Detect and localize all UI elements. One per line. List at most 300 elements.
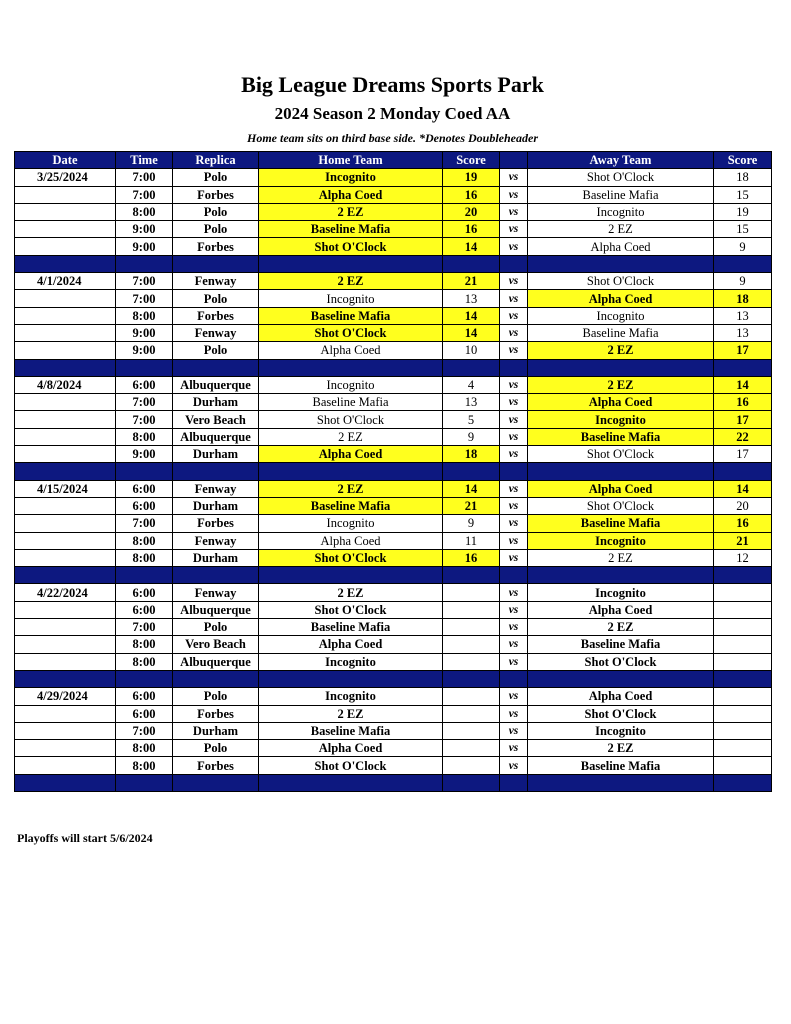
table-row: [15, 221, 772, 238]
home-team-cell: Incognito: [259, 376, 443, 393]
separator-cell: [500, 670, 528, 687]
away-score-cell: 18: [714, 290, 772, 307]
replica-cell: Albuquerque: [173, 376, 259, 393]
week-separator: [15, 463, 772, 480]
week-separator: [15, 359, 772, 376]
away-score-cell: 14: [714, 480, 772, 497]
date-cell: 3/25/2024: [15, 169, 116, 186]
home-team-cell: Baseline Mafia: [259, 221, 443, 238]
separator-cell: [15, 670, 116, 687]
home-team-cell: Shot O'Clock: [259, 757, 443, 774]
separator-cell: [173, 255, 259, 272]
replica-cell: Forbes: [173, 705, 259, 722]
header-row: [15, 152, 772, 169]
vs-label: vs: [500, 324, 528, 341]
away-score-cell: 17: [714, 446, 772, 463]
away-score-cell: [714, 619, 772, 636]
table-row: [15, 584, 772, 601]
date-cell: 4/15/2024: [15, 480, 116, 497]
time-cell: 9:00: [116, 446, 173, 463]
week-separator: [15, 255, 772, 272]
away-score-cell: 15: [714, 186, 772, 203]
separator-cell: [15, 255, 116, 272]
separator-cell: [500, 774, 528, 791]
replica-cell: Forbes: [173, 186, 259, 203]
separator-cell: [714, 359, 772, 376]
replica-cell: Fenway: [173, 324, 259, 341]
away-team-cell: 2 EZ: [528, 376, 714, 393]
table-row: [15, 636, 772, 653]
home-team-cell: Alpha Coed: [259, 446, 443, 463]
replica-cell: Albuquerque: [173, 428, 259, 445]
home-score-cell: 11: [443, 532, 500, 549]
home-team-cell: Incognito: [259, 290, 443, 307]
separator-cell: [116, 359, 173, 376]
separator-cell: [528, 670, 714, 687]
away-team-cell: Baseline Mafia: [528, 324, 714, 341]
time-cell: 6:00: [116, 480, 173, 497]
away-score-cell: 16: [714, 515, 772, 532]
time-cell: 9:00: [116, 238, 173, 255]
separator-cell: [259, 359, 443, 376]
vs-label: vs: [500, 273, 528, 290]
home-score-cell: 16: [443, 549, 500, 566]
away-score-cell: [714, 722, 772, 739]
separator-cell: [500, 567, 528, 584]
date-cell: [15, 532, 116, 549]
separator-cell: [173, 463, 259, 480]
away-team-cell: Alpha Coed: [528, 238, 714, 255]
schedule-table: [14, 151, 772, 792]
time-cell: 7:00: [116, 169, 173, 186]
date-cell: [15, 515, 116, 532]
time-cell: 7:00: [116, 722, 173, 739]
time-cell: 6:00: [116, 688, 173, 705]
table-row: [15, 186, 772, 203]
replica-cell: Vero Beach: [173, 411, 259, 428]
table-row: [15, 273, 772, 290]
vs-label: vs: [500, 221, 528, 238]
separator-cell: [259, 670, 443, 687]
home-score-cell: [443, 653, 500, 670]
away-team-cell: Alpha Coed: [528, 601, 714, 618]
away-team-cell: Baseline Mafia: [528, 428, 714, 445]
table-row: [15, 394, 772, 411]
replica-cell: Fenway: [173, 532, 259, 549]
date-cell: [15, 601, 116, 618]
vs-label: vs: [500, 636, 528, 653]
home-score-cell: [443, 636, 500, 653]
away-score-cell: 21: [714, 532, 772, 549]
away-score-cell: 14: [714, 376, 772, 393]
separator-cell: [528, 463, 714, 480]
separator-cell: [173, 359, 259, 376]
time-cell: 8:00: [116, 307, 173, 324]
separator-cell: [714, 567, 772, 584]
date-cell: [15, 549, 116, 566]
date-cell: [15, 411, 116, 428]
home-team-cell: Alpha Coed: [259, 342, 443, 359]
replica-cell: Fenway: [173, 480, 259, 497]
date-cell: [15, 497, 116, 514]
away-team-cell: 2 EZ: [528, 342, 714, 359]
date-cell: 4/8/2024: [15, 376, 116, 393]
away-team-cell: Alpha Coed: [528, 394, 714, 411]
vs-label: vs: [500, 584, 528, 601]
home-team-cell: Baseline Mafia: [259, 619, 443, 636]
vs-label: vs: [500, 497, 528, 514]
vs-label: vs: [500, 428, 528, 445]
page-subtitle: 2024 Season 2 Monday Coed AA: [274, 104, 511, 123]
away-score-cell: 13: [714, 324, 772, 341]
date-cell: [15, 705, 116, 722]
vs-label: vs: [500, 446, 528, 463]
separator-cell: [528, 774, 714, 791]
replica-cell: Polo: [173, 169, 259, 186]
separator-cell: [443, 463, 500, 480]
time-cell: 6:00: [116, 705, 173, 722]
away-team-cell: 2 EZ: [528, 221, 714, 238]
replica-cell: Polo: [173, 203, 259, 220]
home-score-cell: [443, 688, 500, 705]
home-team-cell: Shot O'Clock: [259, 238, 443, 255]
vs-label: vs: [500, 186, 528, 203]
separator-cell: [443, 670, 500, 687]
away-team-cell: Shot O'Clock: [528, 273, 714, 290]
home-score-cell: 21: [443, 273, 500, 290]
away-team-cell: Alpha Coed: [528, 290, 714, 307]
away-score-cell: [714, 757, 772, 774]
separator-cell: [528, 359, 714, 376]
away-score-cell: [714, 653, 772, 670]
table-row: [15, 480, 772, 497]
vs-label: vs: [500, 722, 528, 739]
time-cell: 7:00: [116, 394, 173, 411]
table-row: [15, 705, 772, 722]
away-score-cell: 17: [714, 411, 772, 428]
home-team-cell: Alpha Coed: [259, 532, 443, 549]
home-team-cell: 2 EZ: [259, 480, 443, 497]
home-score-cell: [443, 584, 500, 601]
away-score-cell: 20: [714, 497, 772, 514]
table-row: [15, 238, 772, 255]
time-cell: 8:00: [116, 757, 173, 774]
separator-cell: [15, 359, 116, 376]
away-team-cell: Baseline Mafia: [528, 186, 714, 203]
table-row: [15, 428, 772, 445]
date-cell: [15, 636, 116, 653]
schedule-body: [15, 169, 772, 792]
col-home-team-header: Home Team: [259, 152, 443, 169]
week-separator: [15, 670, 772, 687]
time-cell: 7:00: [116, 290, 173, 307]
date-cell: [15, 428, 116, 445]
replica-cell: Polo: [173, 619, 259, 636]
time-cell: 8:00: [116, 740, 173, 757]
replica-cell: Polo: [173, 290, 259, 307]
vs-label: vs: [500, 307, 528, 324]
away-team-cell: Shot O'Clock: [528, 653, 714, 670]
away-score-cell: 17: [714, 342, 772, 359]
home-score-cell: 18: [443, 446, 500, 463]
vs-label: vs: [500, 394, 528, 411]
vs-label: vs: [500, 705, 528, 722]
time-cell: 8:00: [116, 428, 173, 445]
home-score-cell: 14: [443, 238, 500, 255]
home-score-cell: 16: [443, 186, 500, 203]
playoffs-note: Playoffs will start 5/6/2024: [17, 831, 153, 845]
vs-label: vs: [500, 203, 528, 220]
table-row: [15, 653, 772, 670]
separator-cell: [259, 463, 443, 480]
col-home-score-header: Score: [443, 152, 500, 169]
separator-cell: [15, 774, 116, 791]
table-row: [15, 515, 772, 532]
date-cell: [15, 238, 116, 255]
date-cell: [15, 324, 116, 341]
separator-cell: [116, 463, 173, 480]
separator-cell: [528, 255, 714, 272]
col-date-header: Date: [15, 152, 116, 169]
schedule-note: Home team sits on third base side. *Denotes Doubleheader: [247, 131, 538, 145]
table-row: [15, 532, 772, 549]
date-cell: [15, 394, 116, 411]
table-row: [15, 290, 772, 307]
home-team-cell: Alpha Coed: [259, 636, 443, 653]
vs-label: vs: [500, 532, 528, 549]
vs-label: vs: [500, 290, 528, 307]
away-score-cell: [714, 740, 772, 757]
home-score-cell: [443, 705, 500, 722]
separator-cell: [15, 567, 116, 584]
separator-cell: [173, 670, 259, 687]
table-row: [15, 203, 772, 220]
away-team-cell: Shot O'Clock: [528, 169, 714, 186]
vs-label: vs: [500, 238, 528, 255]
away-team-cell: Baseline Mafia: [528, 636, 714, 653]
home-team-cell: Baseline Mafia: [259, 394, 443, 411]
date-cell: [15, 307, 116, 324]
separator-cell: [116, 774, 173, 791]
separator-cell: [116, 670, 173, 687]
col-replica-header: Replica: [173, 152, 259, 169]
home-team-cell: Incognito: [259, 169, 443, 186]
home-team-cell: 2 EZ: [259, 428, 443, 445]
separator-cell: [443, 774, 500, 791]
separator-cell: [443, 567, 500, 584]
date-cell: [15, 203, 116, 220]
replica-cell: Polo: [173, 688, 259, 705]
home-score-cell: 5: [443, 411, 500, 428]
time-cell: 7:00: [116, 273, 173, 290]
away-score-cell: 15: [714, 221, 772, 238]
away-team-cell: Incognito: [528, 411, 714, 428]
vs-label: vs: [500, 619, 528, 636]
table-row: [15, 722, 772, 739]
separator-cell: [259, 774, 443, 791]
replica-cell: Durham: [173, 549, 259, 566]
table-row: [15, 169, 772, 186]
away-team-cell: Incognito: [528, 307, 714, 324]
separator-cell: [500, 359, 528, 376]
table-row: [15, 324, 772, 341]
home-team-cell: 2 EZ: [259, 584, 443, 601]
home-team-cell: Baseline Mafia: [259, 307, 443, 324]
time-cell: 8:00: [116, 636, 173, 653]
away-team-cell: Incognito: [528, 532, 714, 549]
replica-cell: Vero Beach: [173, 636, 259, 653]
home-score-cell: 14: [443, 324, 500, 341]
date-cell: [15, 653, 116, 670]
replica-cell: Albuquerque: [173, 653, 259, 670]
away-team-cell: 2 EZ: [528, 549, 714, 566]
time-cell: 6:00: [116, 584, 173, 601]
replica-cell: Durham: [173, 497, 259, 514]
away-score-cell: 9: [714, 238, 772, 255]
away-score-cell: 16: [714, 394, 772, 411]
replica-cell: Durham: [173, 394, 259, 411]
home-team-cell: 2 EZ: [259, 705, 443, 722]
table-row: [15, 549, 772, 566]
home-team-cell: Baseline Mafia: [259, 497, 443, 514]
home-score-cell: 16: [443, 221, 500, 238]
separator-cell: [714, 670, 772, 687]
separator-cell: [15, 463, 116, 480]
time-cell: 7:00: [116, 619, 173, 636]
table-row: [15, 757, 772, 774]
vs-label: vs: [500, 757, 528, 774]
vs-label: vs: [500, 688, 528, 705]
col-time-header: Time: [116, 152, 173, 169]
away-score-cell: 18: [714, 169, 772, 186]
away-team-cell: Incognito: [528, 203, 714, 220]
away-team-cell: 2 EZ: [528, 619, 714, 636]
week-separator: [15, 567, 772, 584]
time-cell: 9:00: [116, 342, 173, 359]
home-team-cell: 2 EZ: [259, 203, 443, 220]
replica-cell: Durham: [173, 722, 259, 739]
page-title: Big League Dreams Sports Park: [241, 72, 544, 97]
home-score-cell: 13: [443, 290, 500, 307]
separator-cell: [173, 774, 259, 791]
home-team-cell: Alpha Coed: [259, 740, 443, 757]
time-cell: 6:00: [116, 601, 173, 618]
away-score-cell: 9: [714, 273, 772, 290]
home-score-cell: [443, 722, 500, 739]
separator-cell: [173, 567, 259, 584]
home-team-cell: Incognito: [259, 688, 443, 705]
date-cell: 4/1/2024: [15, 273, 116, 290]
table-row: [15, 411, 772, 428]
away-score-cell: 22: [714, 428, 772, 445]
vs-label: vs: [500, 411, 528, 428]
separator-cell: [714, 463, 772, 480]
away-team-cell: Shot O'Clock: [528, 446, 714, 463]
vs-label: vs: [500, 376, 528, 393]
away-score-cell: [714, 705, 772, 722]
col-vs-header: [500, 152, 528, 169]
home-team-cell: Baseline Mafia: [259, 722, 443, 739]
replica-cell: Polo: [173, 740, 259, 757]
date-cell: [15, 221, 116, 238]
vs-label: vs: [500, 169, 528, 186]
table-row: [15, 342, 772, 359]
date-cell: [15, 757, 116, 774]
separator-cell: [259, 255, 443, 272]
home-team-cell: Shot O'Clock: [259, 601, 443, 618]
away-team-cell: Alpha Coed: [528, 480, 714, 497]
time-cell: 6:00: [116, 376, 173, 393]
vs-label: vs: [500, 342, 528, 359]
date-cell: 4/29/2024: [15, 688, 116, 705]
table-row: [15, 307, 772, 324]
date-cell: [15, 342, 116, 359]
separator-cell: [443, 255, 500, 272]
date-cell: [15, 619, 116, 636]
separator-cell: [528, 567, 714, 584]
table-row: [15, 446, 772, 463]
vs-label: vs: [500, 601, 528, 618]
home-team-cell: Shot O'Clock: [259, 324, 443, 341]
date-cell: [15, 290, 116, 307]
home-team-cell: Incognito: [259, 653, 443, 670]
away-score-cell: 12: [714, 549, 772, 566]
home-score-cell: [443, 619, 500, 636]
table-row: [15, 376, 772, 393]
time-cell: 7:00: [116, 411, 173, 428]
home-team-cell: 2 EZ: [259, 273, 443, 290]
home-score-cell: 9: [443, 515, 500, 532]
home-score-cell: [443, 601, 500, 618]
date-cell: [15, 186, 116, 203]
home-team-cell: Shot O'Clock: [259, 549, 443, 566]
vs-label: vs: [500, 740, 528, 757]
away-team-cell: Incognito: [528, 722, 714, 739]
home-score-cell: 20: [443, 203, 500, 220]
away-score-cell: [714, 601, 772, 618]
table-row: [15, 688, 772, 705]
time-cell: 6:00: [116, 497, 173, 514]
replica-cell: Polo: [173, 221, 259, 238]
replica-cell: Albuquerque: [173, 601, 259, 618]
vs-label: vs: [500, 480, 528, 497]
separator-cell: [259, 567, 443, 584]
home-score-cell: 21: [443, 497, 500, 514]
away-score-cell: 13: [714, 307, 772, 324]
home-team-cell: Alpha Coed: [259, 186, 443, 203]
separator-cell: [500, 255, 528, 272]
home-score-cell: [443, 740, 500, 757]
replica-cell: Forbes: [173, 307, 259, 324]
away-score-cell: 19: [714, 203, 772, 220]
vs-label: vs: [500, 515, 528, 532]
away-team-cell: Baseline Mafia: [528, 757, 714, 774]
replica-cell: Fenway: [173, 273, 259, 290]
table-row: [15, 601, 772, 618]
home-score-cell: 9: [443, 428, 500, 445]
time-cell: 8:00: [116, 203, 173, 220]
away-team-cell: Shot O'Clock: [528, 705, 714, 722]
date-cell: [15, 446, 116, 463]
time-cell: 8:00: [116, 532, 173, 549]
time-cell: 8:00: [116, 549, 173, 566]
home-score-cell: 14: [443, 480, 500, 497]
table-row: [15, 740, 772, 757]
time-cell: 7:00: [116, 515, 173, 532]
away-score-cell: [714, 688, 772, 705]
vs-label: vs: [500, 653, 528, 670]
time-cell: 7:00: [116, 186, 173, 203]
